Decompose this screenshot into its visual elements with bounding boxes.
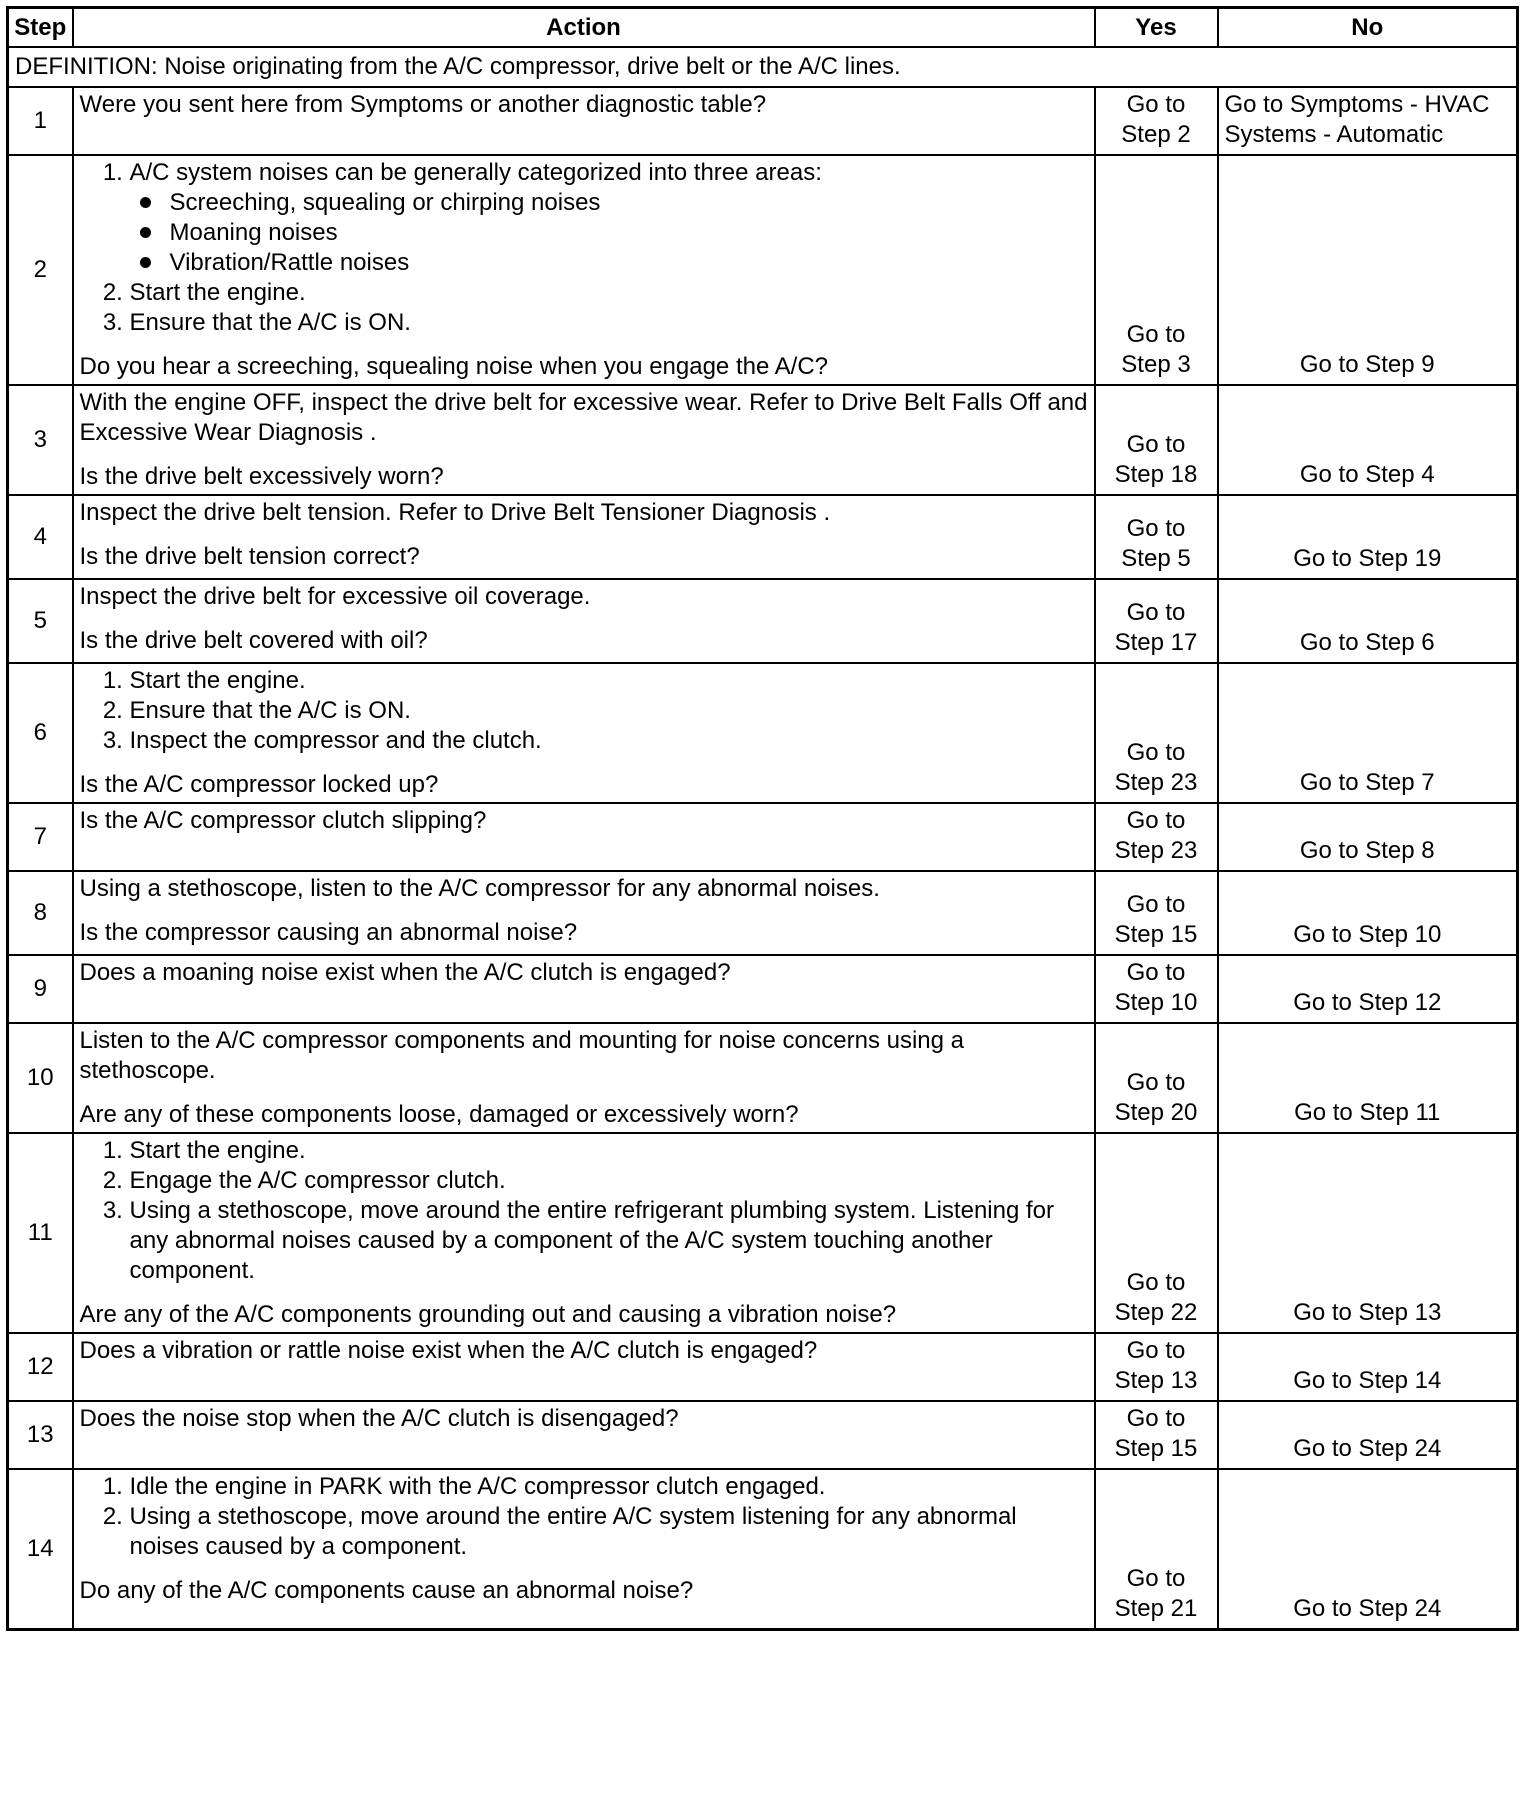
step-number: 9 [8,955,73,1023]
definition-text: DEFINITION: Noise originating from the A/C compressor, drive belt or the A/C lines. [8,47,1518,87]
action-cell [73,1469,1095,1629]
list-item: 3. Ensure that the A/C is ON. [130,308,1088,338]
action-cell [73,579,1095,663]
table-row [8,1023,1518,1133]
no-action: Go to Step 7 [1218,663,1518,803]
header-no: No [1218,8,1518,48]
yes-action: Go to Step 22 [1095,1133,1218,1333]
no-action: Go to Step 19 [1218,495,1518,579]
question-text: Are any of these components loose, damaged or excessively worn? [79,1101,799,1128]
question-text: Is the drive belt excessively worn? [79,463,444,490]
list-item: 2. Engage the A/C compressor clutch. [130,1166,1088,1196]
yes-action: Go to Step 5 [1095,495,1218,579]
question-text: Does a vibration or rattle noise exist when the A/C clutch is engaged? [79,1337,818,1364]
action-cell [73,495,1095,579]
list-item: 2. Using a stethoscope, move around the entire A/C system listening for any abnormal noises caused by a component. [130,1502,1088,1562]
table-row [8,1469,1518,1629]
step-number: 5 [8,579,73,663]
action-cell [73,385,1095,495]
action-text: Using a stethoscope, listen to the A/C compressor for any abnormal noises. [79,875,880,902]
list-item: 2. Start the engine. [130,278,1088,308]
question-text: Is the A/C compressor clutch slipping? [79,807,487,834]
no-action: Go to Symptoms - HVAC Systems - Automatic [1218,87,1518,155]
yes-action: Go to Step 15 [1095,871,1218,955]
question-text: Is the drive belt tension correct? [79,543,420,570]
header-step: Step [8,8,73,48]
step-list [80,158,1088,338]
no-action: Go to Step 10 [1218,871,1518,955]
action-cell [73,955,1095,1023]
no-action: Go to Step 12 [1218,955,1518,1023]
table-row [8,385,1518,495]
action-cell [73,871,1095,955]
yes-action: Go to Step 23 [1095,663,1218,803]
no-action: Go to Step 24 [1218,1469,1518,1629]
action-cell [73,803,1095,871]
no-action: Go to Step 14 [1218,1333,1518,1401]
bullet-item: Screeching, squealing or chirping noises [170,188,1088,218]
list-item: 3. Using a stethoscope, move around the entire refrigerant plumbing system. Listening for any abnormal noises caused by a component of the A/C system touching another component. [130,1196,1088,1286]
action-cell [73,1401,1095,1469]
yes-action: Go to Step 17 [1095,579,1218,663]
no-action: Go to Step 13 [1218,1133,1518,1333]
header-row [8,8,1518,48]
list-item: 1. Start the engine. [130,666,1088,696]
action-text: Listen to the A/C compressor components and mounting for noise concerns using a stethoscope. [79,1027,964,1084]
header-action: Action [73,8,1095,48]
yes-action: Go to Step 15 [1095,1401,1218,1469]
step-number: 13 [8,1401,73,1469]
question-text: Were you sent here from Symptoms or another diagnostic table? [79,91,767,118]
action-cell [73,663,1095,803]
action-cell [73,155,1095,385]
bullet-item: Vibration/Rattle noises [170,248,1088,278]
action-cell [73,87,1095,155]
question-text: Are any of the A/C components grounding out and causing a vibration noise? [79,1301,897,1328]
list-item-text: A/C system noises can be generally categorized into three areas: [129,159,822,186]
yes-action: Go to Step 18 [1095,385,1218,495]
no-action: Go to Step 8 [1218,803,1518,871]
step-number: 1 [8,87,73,155]
yes-action: Go to Step 23 [1095,803,1218,871]
step-number: 12 [8,1333,73,1401]
question-text: Is the compressor causing an abnormal noise? [79,919,578,946]
step-number: 7 [8,803,73,871]
table-row [8,1333,1518,1401]
step-number: 2 [8,155,73,385]
yes-action: Go to Step 3 [1095,155,1218,385]
step-number: 10 [8,1023,73,1133]
step-number: 6 [8,663,73,803]
question-text: Does the noise stop when the A/C clutch is disengaged? [79,1405,679,1432]
step-list [80,1472,1088,1562]
question-text: Do you hear a screeching, squealing noise when you engage the A/C? [79,353,829,380]
list-item: 1. Start the engine. [130,1136,1088,1166]
no-action: Go to Step 4 [1218,385,1518,495]
table-row [8,1401,1518,1469]
bullet-item: Moaning noises [170,218,1088,248]
action-text: Inspect the drive belt for excessive oil coverage. [79,583,591,610]
yes-action: Go to Step 2 [1095,87,1218,155]
list-item [130,158,1088,278]
table-row [8,579,1518,663]
table-row [8,803,1518,871]
yes-action: Go to Step 13 [1095,1333,1218,1401]
list-item: 3. Inspect the compressor and the clutch. [130,726,1088,756]
table-row [8,495,1518,579]
step-number: 14 [8,1469,73,1629]
table-row [8,1133,1518,1333]
list-item: 1. Idle the engine in PARK with the A/C compressor clutch engaged. [130,1472,1088,1502]
yes-action: Go to Step 21 [1095,1469,1218,1629]
question-text: Does a moaning noise exist when the A/C clutch is engaged? [79,959,731,986]
step-list [80,666,1088,756]
step-number: 11 [8,1133,73,1333]
question-text: Is the drive belt covered with oil? [79,627,428,654]
question-text: Is the A/C compressor locked up? [79,771,439,798]
header-yes: Yes [1095,8,1218,48]
step-number: 3 [8,385,73,495]
action-text: Inspect the drive belt tension. Refer to Drive Belt Tensioner Diagnosis . [79,499,831,526]
table-row [8,155,1518,385]
no-action: Go to Step 11 [1218,1023,1518,1133]
question-text: Do any of the A/C components cause an abnormal noise? [79,1577,694,1604]
table-row [8,87,1518,155]
yes-action: Go to Step 20 [1095,1023,1218,1133]
yes-action: Go to Step 10 [1095,955,1218,1023]
step-list [80,1136,1088,1286]
bullet-list [130,188,1088,278]
definition-row [8,47,1518,87]
table-row [8,955,1518,1023]
step-number: 8 [8,871,73,955]
action-cell [73,1333,1095,1401]
table-row [8,871,1518,955]
action-cell [73,1133,1095,1333]
table-row [8,663,1518,803]
no-action: Go to Step 6 [1218,579,1518,663]
page [6,6,1519,1631]
no-action: Go to Step 9 [1218,155,1518,385]
action-text: With the engine OFF, inspect the drive belt for excessive wear. Refer to Drive Belt Falls Off and Excessive Wear Diagnosis . [79,389,1088,446]
list-item: 2. Ensure that the A/C is ON. [130,696,1088,726]
action-cell [73,1023,1095,1133]
no-action: Go to Step 24 [1218,1401,1518,1469]
step-number: 4 [8,495,73,579]
diagnostic-table [6,6,1519,1631]
